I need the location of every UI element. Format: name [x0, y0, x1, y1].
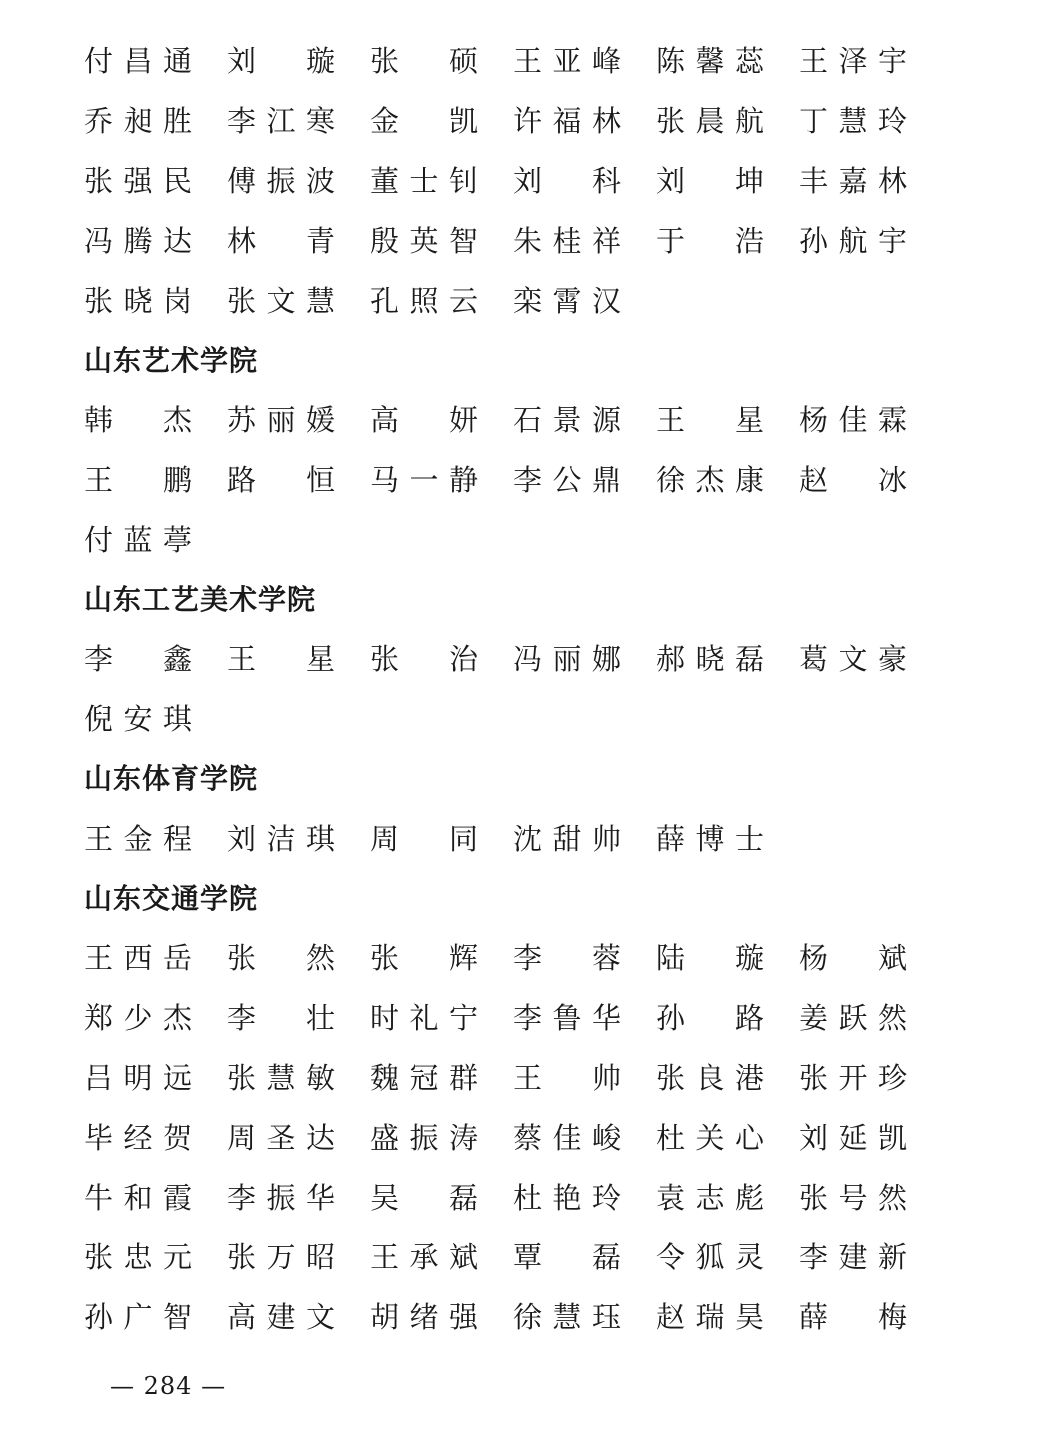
person-name: 苏 丽 媛	[227, 403, 335, 438]
name-row	[84, 807, 984, 867]
person-name: 薛 博 士	[656, 821, 764, 856]
person-name: 令 狐 灵	[656, 1240, 764, 1275]
person-name: 姜 跃 然	[799, 1001, 907, 1036]
person-name: 孙 路	[656, 1001, 764, 1036]
name-list	[84, 30, 984, 1346]
person-name: 王 金 程	[84, 821, 192, 856]
person-name: 刘 洁 琪	[227, 821, 335, 856]
person-name: 王 帅	[513, 1060, 621, 1095]
person-name: 张 辉	[370, 941, 478, 976]
person-name: 于 浩	[656, 223, 764, 258]
person-name: 张 开 珍	[799, 1060, 907, 1095]
person-name: 王 泽 宇	[799, 44, 907, 79]
page-number: — 284 —	[110, 1372, 227, 1400]
person-name: 李 江 寒	[227, 104, 335, 139]
person-name: 蔡 佳 峻	[513, 1120, 621, 1155]
name-row	[84, 449, 984, 509]
name-row	[84, 1226, 984, 1286]
name-row	[84, 987, 984, 1047]
person-name: 郑 少 杰	[84, 1001, 192, 1036]
person-name: 王 亚 峰	[513, 44, 621, 79]
section-heading: 山东交通学院	[84, 882, 259, 916]
name-row	[84, 927, 984, 987]
person-name: 周 同	[370, 821, 478, 856]
person-name: 韩 杰	[84, 403, 192, 438]
person-name: 张 晓 岗	[84, 283, 192, 318]
section-heading: 山东艺术学院	[84, 343, 259, 377]
person-name: 张 万 昭	[227, 1240, 335, 1275]
person-name: 高 妍	[370, 403, 478, 438]
person-name: 乔 昶 胜	[84, 104, 192, 139]
person-name: 高 建 文	[227, 1300, 335, 1335]
person-name: 毕 经 贺	[84, 1120, 192, 1155]
person-name: 陈 馨 蕊	[656, 44, 764, 79]
person-name: 张 然	[227, 941, 335, 976]
person-name: 徐 杰 康	[656, 462, 764, 497]
person-name: 赵 瑞 昊	[656, 1300, 764, 1335]
person-name: 杜 关 心	[656, 1120, 764, 1155]
person-name: 丁 慧 玲	[799, 104, 907, 139]
person-name: 葛 文 豪	[799, 642, 907, 677]
name-row	[84, 209, 984, 269]
person-name: 赵 冰	[799, 462, 907, 497]
person-name: 张 强 民	[84, 163, 192, 198]
person-name: 盛 振 涛	[370, 1120, 478, 1155]
person-name: 栾 霄 汉	[513, 283, 621, 318]
name-row	[84, 628, 984, 688]
person-name: 魏 冠 群	[370, 1060, 478, 1095]
person-name: 孙 广 智	[84, 1300, 192, 1335]
person-name: 张 晨 航	[656, 104, 764, 139]
name-row	[84, 1106, 984, 1166]
person-name: 王 星	[227, 642, 335, 677]
person-name: 张 硕	[370, 44, 478, 79]
person-name: 杜 艳 玲	[513, 1180, 621, 1215]
person-name: 覃 磊	[513, 1240, 621, 1275]
person-name: 杨 佳 霖	[799, 403, 907, 438]
person-name: 郝 晓 磊	[656, 642, 764, 677]
person-name: 董 士 钊	[370, 163, 478, 198]
person-name: 张 治	[370, 642, 478, 677]
section-heading: 山东工艺美术学院	[84, 583, 317, 617]
person-name: 刘 科	[513, 163, 621, 198]
name-row	[84, 1166, 984, 1226]
person-name: 时 礼 宁	[370, 1001, 478, 1036]
person-name: 冯 丽 娜	[513, 642, 621, 677]
person-name: 薛 梅	[799, 1300, 907, 1335]
person-name: 殷 英 智	[370, 223, 478, 258]
person-name: 张 慧 敏	[227, 1060, 335, 1095]
person-name: 刘 璇	[227, 44, 335, 79]
person-name: 王 星	[656, 403, 764, 438]
person-name: 刘 延 凯	[799, 1120, 907, 1155]
name-row	[84, 90, 984, 150]
person-name: 李 公 鼎	[513, 462, 621, 497]
person-name: 李 建 新	[799, 1240, 907, 1275]
person-name: 林 青	[227, 223, 335, 258]
person-name: 张 号 然	[799, 1180, 907, 1215]
person-name: 李 鲁 华	[513, 1001, 621, 1036]
person-name: 石 景 源	[513, 403, 621, 438]
person-name: 张 文 慧	[227, 283, 335, 318]
person-name: 张 良 港	[656, 1060, 764, 1095]
person-name: 刘 坤	[656, 163, 764, 198]
person-name: 李 振 华	[227, 1180, 335, 1215]
person-name: 王 鹏	[84, 462, 192, 497]
person-name: 王 西 岳	[84, 941, 192, 976]
name-row	[84, 30, 984, 90]
section-heading: 山东体育学院	[84, 762, 259, 796]
person-name: 许 福 林	[513, 104, 621, 139]
name-row	[84, 269, 984, 329]
name-row	[84, 389, 984, 449]
person-name: 胡 绪 强	[370, 1300, 478, 1335]
person-name: 马 一 静	[370, 462, 478, 497]
person-name: 朱 桂 祥	[513, 223, 621, 258]
person-name: 傅 振 波	[227, 163, 335, 198]
person-name: 吴 磊	[370, 1180, 478, 1215]
person-name: 陆 璇	[656, 941, 764, 976]
person-name: 李 壮	[227, 1001, 335, 1036]
person-name: 倪 安 琪	[84, 702, 192, 737]
name-row	[84, 150, 984, 210]
person-name: 吕 明 远	[84, 1060, 192, 1095]
person-name: 孙 航 宇	[799, 223, 907, 258]
name-row	[84, 1286, 984, 1346]
name-row	[84, 1047, 984, 1107]
person-name: 付 蓝 葶	[84, 522, 192, 557]
person-name: 张 忠 元	[84, 1240, 192, 1275]
person-name: 孔 照 云	[370, 283, 478, 318]
person-name: 牛 和 霞	[84, 1180, 192, 1215]
person-name: 李 蓉	[513, 941, 621, 976]
person-name: 李 鑫	[84, 642, 192, 677]
name-row	[84, 688, 984, 748]
name-row	[84, 508, 984, 568]
person-name: 冯 腾 达	[84, 223, 192, 258]
person-name: 路 恒	[227, 462, 335, 497]
person-name: 徐 慧 珏	[513, 1300, 621, 1335]
person-name: 付 昌 通	[84, 44, 192, 79]
person-name: 丰 嘉 林	[799, 163, 907, 198]
person-name: 沈 甜 帅	[513, 821, 621, 856]
person-name: 袁 志 彪	[656, 1180, 764, 1215]
person-name: 杨 斌	[799, 941, 907, 976]
person-name: 金 凯	[370, 104, 478, 139]
person-name: 王 承 斌	[370, 1240, 478, 1275]
person-name: 周 圣 达	[227, 1120, 335, 1155]
